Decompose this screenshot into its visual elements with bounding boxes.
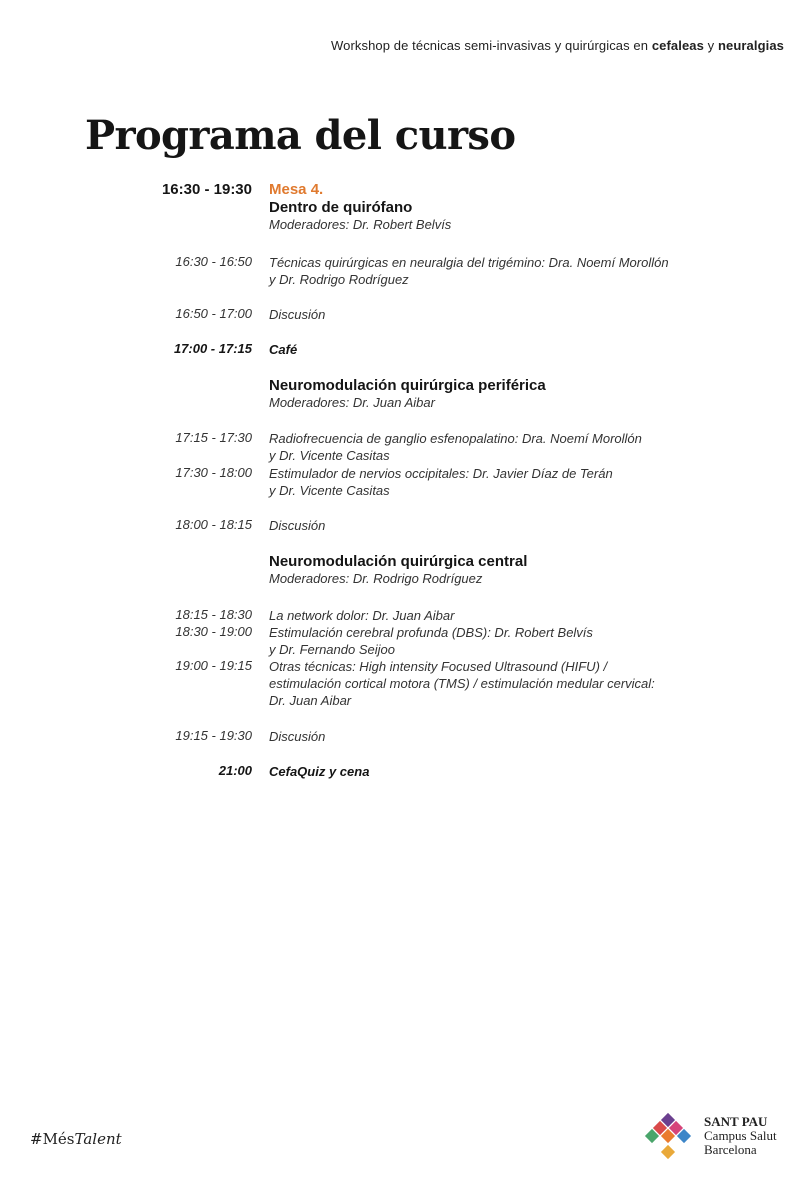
item-line: Estimulación cerebral profunda (DBS): Dr. Robert Belvís <box>269 625 593 640</box>
item-time: 16:30 - 16:50 <box>175 254 252 269</box>
item-line: y Dr. Vicente Casitas <box>269 448 390 463</box>
item-time: 18:30 - 19:00 <box>175 624 252 639</box>
item-time: 19:15 - 19:30 <box>175 728 252 743</box>
item-text: CefaQuiz y cena <box>269 764 370 779</box>
session-time: 16:30 - 19:30 <box>161 181 252 198</box>
item-line: estimulación cortical motora (TMS) / estimulación medular cervical: <box>269 676 655 691</box>
item-time: 21:00 <box>218 763 252 778</box>
item-time: 17:30 - 18:00 <box>175 465 252 480</box>
item-time: 18:00 - 18:15 <box>175 517 252 532</box>
item-line: Radiofrecuencia de ganglio esfenopalatino: Dra. Noemí Morollón <box>269 431 642 446</box>
logo-diamond-bottom <box>661 1145 675 1159</box>
item-text: Discusión <box>269 729 326 744</box>
item-line: Dr. Juan Aibar <box>269 693 352 708</box>
item-time: 19:00 - 19:15 <box>175 658 252 673</box>
item-line: Estimulador de nervios occipitales: Dr. Javier Díaz de Terán <box>269 466 613 481</box>
section-content <box>269 553 759 587</box>
item-line: y Dr. Fernando Seijoo <box>269 642 395 657</box>
section-content <box>269 377 759 411</box>
hashtag <box>30 1130 122 1148</box>
header-tagline <box>331 38 784 53</box>
item-text <box>269 430 759 464</box>
header-bold-neuralgias: neuralgias <box>717 38 784 53</box>
logo-brand: SANT PAU <box>704 1114 768 1129</box>
header-middle: y <box>703 38 718 53</box>
item-time: 17:15 - 17:30 <box>175 430 252 445</box>
item-text: La network dolor: Dr. Juan Aibar <box>269 608 455 623</box>
item-line: Técnicas quirúrgicas en neuralgia del trigémino: Dra. Noemí Morollón <box>269 255 669 270</box>
section-moderators: Moderadores: Dr. Rodrigo Rodríguez <box>269 571 483 586</box>
session-content <box>269 181 759 233</box>
item-line: Otras técnicas: High intensity Focused Ultrasound (HIFU) / <box>269 659 608 674</box>
hashtag-prefix: #Més <box>30 1130 75 1148</box>
item-text: Café <box>269 342 298 357</box>
logo-text <box>704 1115 777 1157</box>
hashtag-italic: Talent <box>74 1130 122 1148</box>
section-moderators: Moderadores: Dr. Juan Aibar <box>269 395 435 410</box>
item-text: Discusión <box>269 518 326 533</box>
item-text <box>269 624 759 658</box>
header-prefix: Workshop de técnicas semi-invasivas y quirúrgicas en <box>331 38 652 53</box>
page-title: Programa del curso <box>85 112 516 159</box>
session-moderators: Moderadores: Dr. Robert Belvís <box>269 217 452 232</box>
item-line: y Dr. Rodrigo Rodríguez <box>269 272 409 287</box>
item-text <box>269 254 759 288</box>
session-name: Dentro de quirófano <box>269 199 413 216</box>
item-text <box>269 658 759 709</box>
logo-line-2: Campus Salut <box>704 1128 777 1143</box>
item-text <box>269 465 759 499</box>
item-line: y Dr. Vicente Casitas <box>269 483 390 498</box>
item-text: Discusión <box>269 307 326 322</box>
session-mesa: Mesa 4. <box>269 181 324 198</box>
sant-pau-logo-icon <box>640 1108 696 1164</box>
header-bold-cefaleas: cefaleas <box>651 38 704 53</box>
section-name: Neuromodulación quirúrgica periférica <box>269 377 546 394</box>
item-time: 18:15 - 18:30 <box>175 607 252 622</box>
section-name: Neuromodulación quirúrgica central <box>269 553 528 570</box>
logo-line-3: Barcelona <box>704 1142 757 1157</box>
item-time: 16:50 - 17:00 <box>175 306 252 321</box>
item-time: 17:00 - 17:15 <box>173 341 252 356</box>
